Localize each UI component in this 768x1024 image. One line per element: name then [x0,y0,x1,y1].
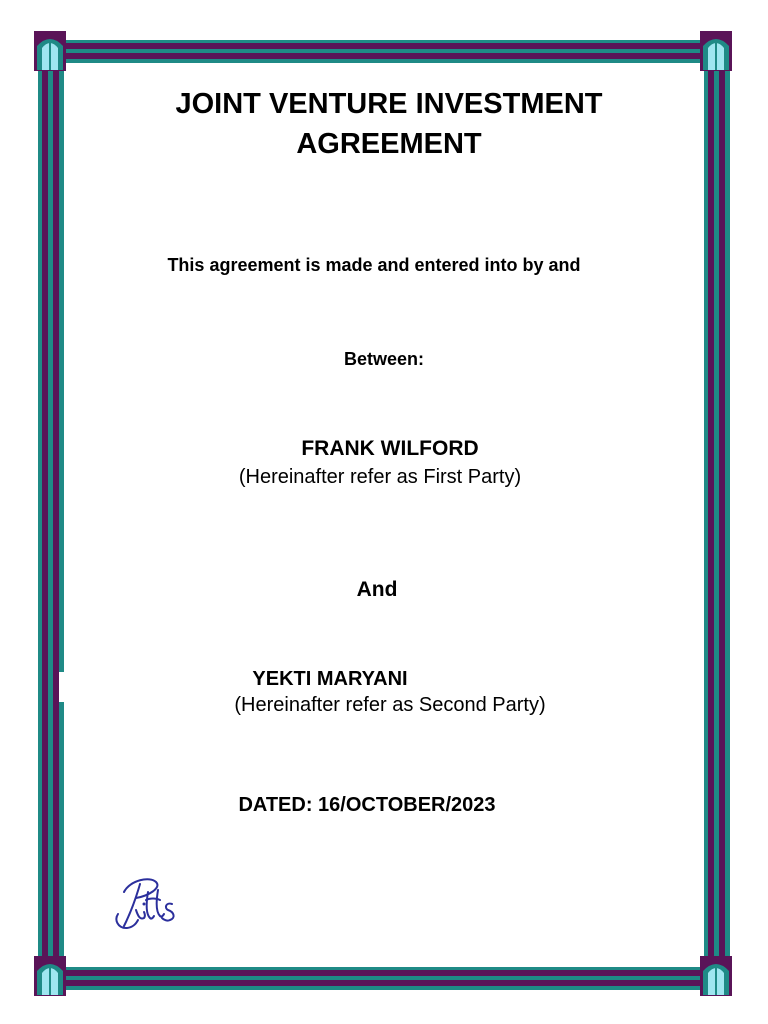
border-gap [59,672,64,702]
border-left [38,60,64,964]
second-party-name: YEKTI MARYANI [252,668,408,690]
intro-text: This agreement is made and entered into by and [167,255,581,275]
first-party-role: (Hereinafter refer as First Party) [238,466,522,488]
corner-ornament-icon [33,955,67,997]
dated-line: DATED: 16/OCTOBER/2023 [238,794,496,816]
corner-ornament-icon [699,30,733,72]
border-right [704,60,730,964]
border-bottom [60,967,708,990]
conjunction-text: And [356,578,398,601]
border-top [60,40,708,63]
first-party-name: FRANK WILFORD [301,437,479,460]
document-title: JOINT VENTURE INVESTMENT AGREEMENT [175,88,603,160]
corner-ornament-icon [699,955,733,997]
between-label: Between: [343,349,424,369]
corner-ornament-icon [33,30,67,72]
signature [110,870,190,940]
second-party-role: (Hereinafter refer as Second Party) [234,694,546,716]
